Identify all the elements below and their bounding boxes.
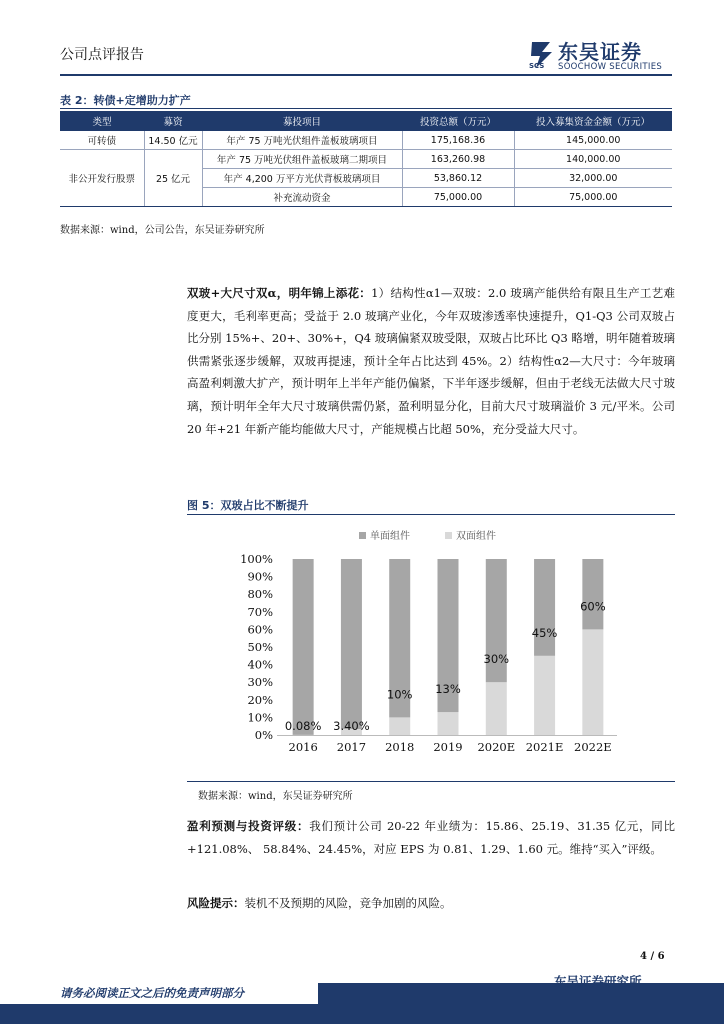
- table-row: [60, 150, 672, 169]
- logo-mark: SCS: [529, 62, 545, 70]
- table-header-cell: 募资: [144, 111, 202, 131]
- x-tick-label: 2018: [385, 740, 415, 754]
- bar-bifacial: [582, 629, 603, 735]
- y-tick-label: 20%: [247, 692, 273, 707]
- y-tick-label: 100%: [240, 552, 273, 566]
- y-tick-label: 30%: [247, 675, 273, 690]
- paragraph-body: 装机不及预期的风险，竞争加剧的风险。: [244, 896, 452, 910]
- y-tick-label: 0%: [254, 728, 273, 742]
- bar-single: [582, 559, 603, 629]
- y-tick-label: 40%: [247, 657, 273, 672]
- x-tick-label: 2021E: [525, 740, 564, 754]
- report-type: 公司点评报告: [60, 47, 144, 63]
- bar-single: [341, 559, 362, 729]
- data-label: 30%: [483, 652, 510, 667]
- x-tick-label: 2019: [433, 740, 463, 754]
- y-tick-label: 10%: [247, 710, 273, 725]
- table-cell: 140,000.00: [514, 150, 672, 169]
- table-cell: 163,260.98: [402, 150, 514, 169]
- figure-rule-top: [187, 514, 675, 515]
- bar-bifacial: [534, 656, 555, 735]
- legend-swatch: [445, 532, 452, 539]
- legend-swatch: [359, 532, 366, 539]
- y-tick-label: 90%: [247, 569, 273, 584]
- table-cell: 补充流动资金: [202, 188, 402, 207]
- table-cell: 145,000.00: [514, 131, 672, 150]
- x-tick-label: 2020E: [477, 740, 516, 754]
- table-header-row: [60, 111, 672, 131]
- data-label: 45%: [531, 625, 558, 640]
- paragraph-lead: 盈利预测与投资评级：: [187, 819, 310, 833]
- data-label: 13%: [435, 682, 461, 697]
- table-header-cell: 募投项目: [202, 111, 402, 131]
- x-tick-label: 2022E: [574, 740, 612, 754]
- legend-label: 双面组件: [456, 531, 496, 542]
- x-tick-label: 2017: [336, 740, 367, 754]
- table-cell: 175,168.36: [402, 131, 514, 150]
- figure-title: 图 5：双玻占比不断提升: [187, 499, 309, 512]
- analysis-paragraph: [187, 282, 675, 440]
- data-label: 10%: [386, 687, 413, 702]
- table-cell: 75,000.00: [514, 188, 672, 207]
- table-header-cell: 投资总额（万元）: [402, 111, 514, 131]
- legend-label: 单面组件: [370, 531, 410, 542]
- footer-disclaimer: 请务必阅读正文之后的免责声明部分: [60, 986, 244, 1000]
- table-cell: 非公开发行股票: [60, 150, 144, 207]
- forecast-paragraph: [187, 815, 675, 860]
- y-tick-label: 50%: [247, 640, 273, 654]
- paragraph-body: 我们预计公司 20-22 年业绩为：15.86、25.19、31.35 亿元，同比+121.08%、 58.84%、24.45%，对应 EPS 为 0.81、1.29、1.60 元。维持“买入”评级。: [187, 819, 676, 856]
- data-label: 3.40%: [333, 719, 370, 733]
- table-row: [60, 131, 672, 150]
- paragraph-lead: 风险提示：: [187, 896, 245, 910]
- risk-paragraph: [187, 892, 675, 915]
- double-glass-share-chart: [187, 518, 675, 778]
- paragraph-body: 1）结构性α1—双玻：2.0 玻璃产能供给有限且生产工艺难度更大，毛利率更高；受益于 2.0 玻璃产业化，今年双玻渗透率快速提升，Q1-Q3 公司双玻占比分别 15%+、20+、30%+，Q4 玻璃偏紧双玻受限，双玻占比环比 Q3 略增，明年随着玻璃供需紧张逐步缓解，双玻再提速，预计全年占比达到 45%。2）结构性α2—大尺寸：今年玻璃高盈利刺激大扩产，预计明年上半年产能仍偏紧，下半年逐步缓解，但由于老线无法做大尺寸玻璃，预计明年全年大尺寸玻璃供需仍紧，盈利明显分化，目前大尺寸玻璃溢价 3 元/平米。公司 20 年+21 年新产能均能做大尺寸，产能规模占比超 50%，充分受益大尺寸。: [187, 286, 676, 436]
- table-cell: 75,000.00: [402, 188, 514, 207]
- y-tick-label: 70%: [247, 604, 273, 619]
- funding-table: [60, 111, 672, 207]
- table-cell: 25 亿元: [144, 150, 202, 207]
- footer-org: 东吴证券研究所: [554, 974, 642, 989]
- header-rule: [60, 74, 672, 76]
- y-tick-label: 60%: [247, 622, 273, 637]
- table-cell: 可转债: [60, 131, 144, 150]
- table-cell: 53,860.12: [402, 169, 514, 188]
- table-cell: 14.50 亿元: [144, 131, 202, 150]
- table-header-cell: 投入募集资金金额（万元）: [514, 111, 672, 131]
- page-number: 4 / 6: [640, 951, 665, 962]
- figure-rule-bottom: [187, 781, 675, 782]
- y-tick-label: 80%: [247, 587, 273, 602]
- x-tick-label: 2016: [288, 740, 318, 754]
- bar-single: [534, 559, 555, 656]
- logo-name-cn: 东吴证券: [558, 40, 642, 64]
- figure-source: 数据来源：wind，东吴证券研究所: [198, 791, 353, 802]
- table-header-cell: 类型: [60, 111, 144, 131]
- bar-bifacial: [438, 712, 459, 735]
- data-label: 60%: [580, 599, 606, 614]
- paragraph-lead: 双玻+大尺寸双α，明年锦上添花：: [187, 286, 372, 300]
- logo-name-en: SOOCHOW SECURITIES: [558, 62, 663, 72]
- table-source: 数据来源：wind，公司公告，东吴证券研究所: [60, 225, 265, 236]
- table-cell: 年产 4,200 万平方光伏背板玻璃项目: [202, 169, 402, 188]
- bar-single: [293, 559, 314, 735]
- table-title: 表 2：转债+定增助力扩产: [60, 94, 191, 107]
- table-cell: 32,000.00: [514, 169, 672, 188]
- table-title-rule: [60, 108, 672, 109]
- data-label: 0.08%: [284, 719, 322, 733]
- bar-bifacial: [389, 717, 410, 735]
- table-cell: 年产 75 万吨光伏组件盖板玻璃二期项目: [202, 150, 402, 169]
- bar-bifacial: [486, 682, 507, 735]
- table-cell: 年产 75 万吨光伏组件盖板玻璃项目: [202, 131, 402, 150]
